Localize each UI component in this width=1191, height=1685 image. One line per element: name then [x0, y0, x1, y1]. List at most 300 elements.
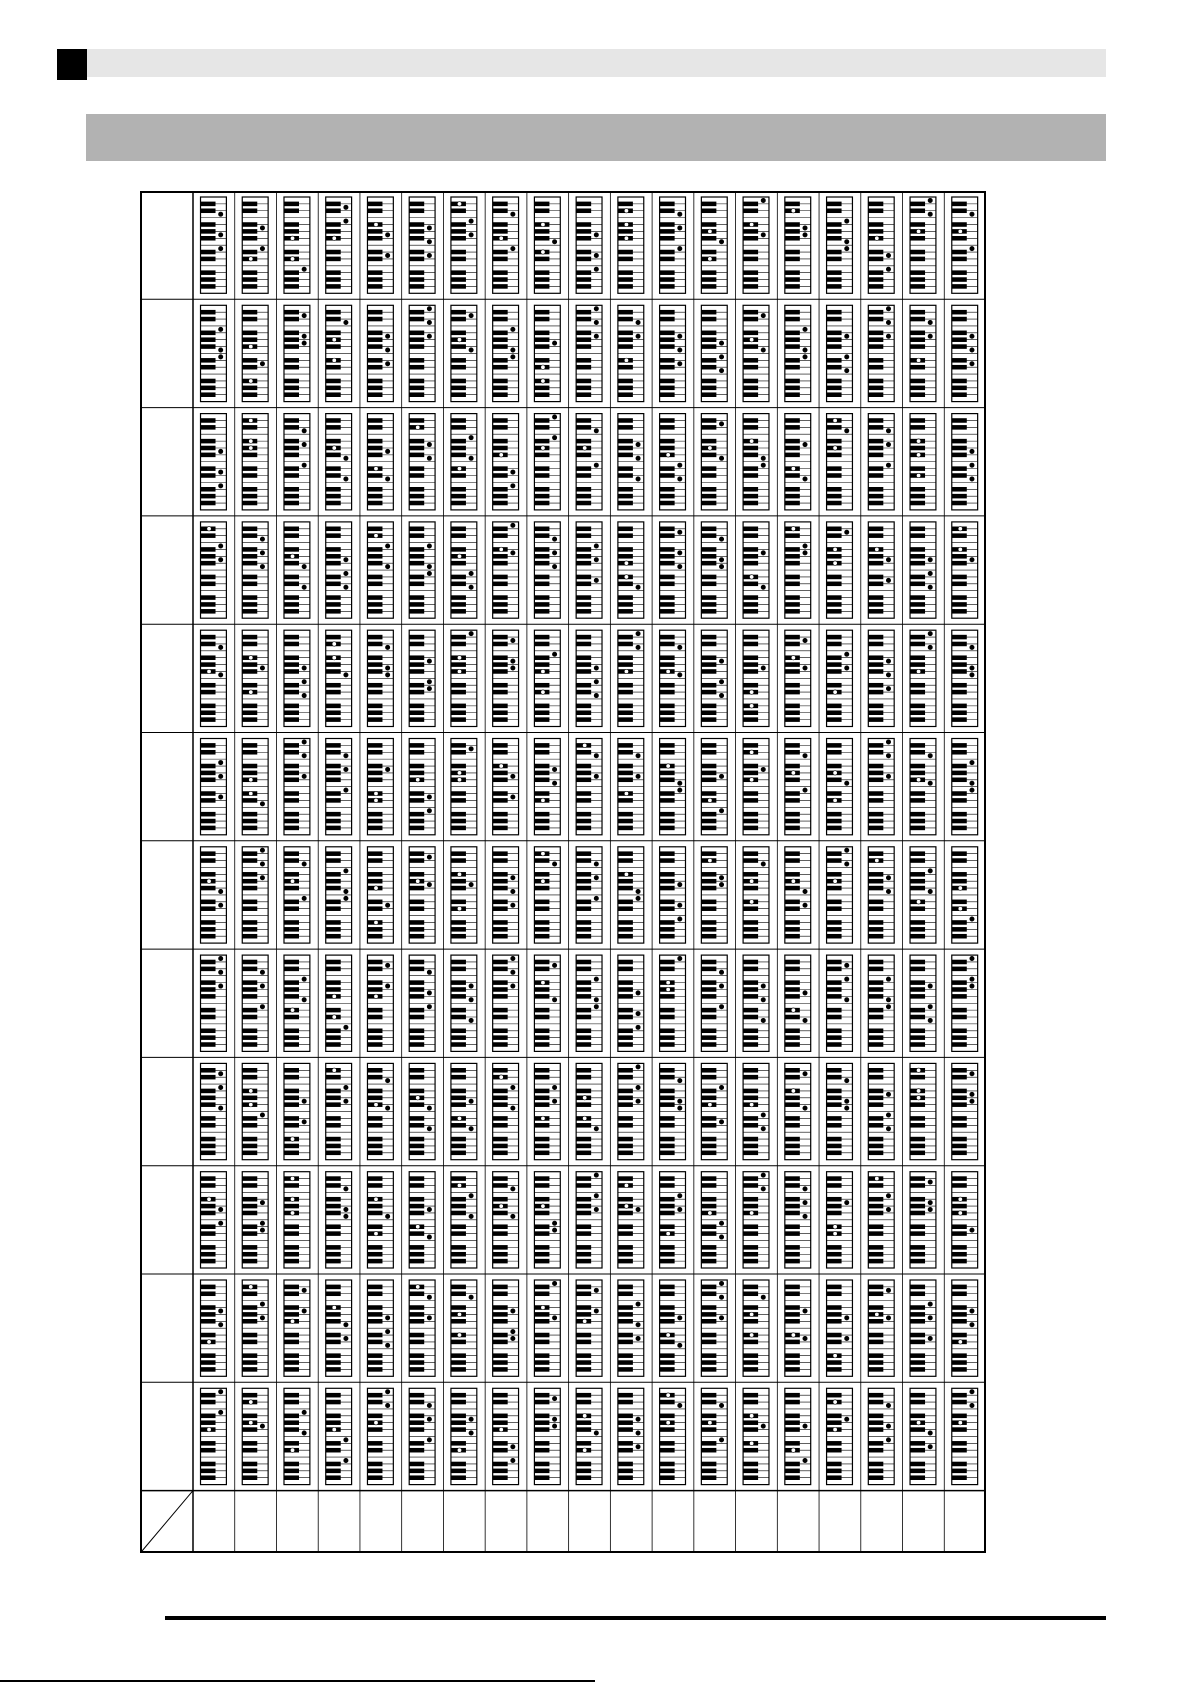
black-key [367, 236, 382, 241]
black-key [618, 602, 633, 607]
black-key [660, 527, 675, 532]
black-key [660, 1075, 675, 1080]
black-key [743, 582, 758, 587]
black-key [952, 1123, 967, 1128]
black-key [618, 1102, 633, 1107]
black-key [952, 710, 967, 715]
black-key [201, 222, 216, 227]
pressed-key-dot [552, 862, 556, 866]
black-key [201, 967, 216, 972]
black-key [660, 1245, 675, 1250]
black-key [201, 900, 216, 905]
pressed-key-dot [302, 267, 306, 271]
pressed-key-dot [886, 320, 890, 324]
black-key [201, 1252, 216, 1257]
black-key [534, 1151, 549, 1156]
black-key [868, 425, 883, 430]
pressed-key-dot [457, 872, 461, 876]
pressed-key-dot [970, 477, 974, 481]
black-key [660, 1137, 675, 1142]
black-key [952, 851, 967, 856]
black-key [451, 994, 466, 999]
pressed-key-dot [624, 222, 628, 226]
black-key [409, 331, 424, 336]
pressed-key-dot [249, 379, 253, 383]
black-key [534, 202, 549, 207]
black-key [785, 683, 800, 688]
pressed-key-dot [636, 585, 640, 589]
black-key [868, 826, 883, 831]
black-key [493, 635, 508, 640]
pressed-key-dot [332, 446, 336, 450]
black-key [409, 582, 424, 587]
pressed-key-dot [385, 1106, 389, 1110]
black-key [326, 662, 341, 667]
black-key [910, 980, 925, 985]
pressed-key-dot [970, 1092, 974, 1096]
black-key [201, 1042, 216, 1047]
black-key [660, 960, 675, 965]
black-key [284, 710, 299, 715]
black-key [868, 494, 883, 499]
black-key [910, 418, 925, 423]
black-key [493, 1068, 508, 1073]
black-key [409, 1089, 424, 1094]
pressed-key-dot [302, 429, 306, 433]
pressed-key-dot [511, 1187, 515, 1191]
pressed-key-dot [624, 358, 628, 362]
black-key [534, 683, 549, 688]
black-key [827, 669, 842, 674]
black-key [326, 1231, 341, 1236]
black-key [493, 1197, 508, 1202]
black-key [952, 257, 967, 262]
black-key [743, 819, 758, 824]
pressed-key-dot [719, 558, 723, 562]
black-key [326, 582, 341, 587]
black-key [367, 379, 382, 384]
pressed-key-dot [845, 998, 849, 1002]
black-key [409, 872, 424, 877]
black-key [618, 466, 633, 471]
pressed-key-dot [594, 876, 598, 880]
black-key [827, 337, 842, 342]
black-key [701, 987, 716, 992]
pressed-key-dot [511, 246, 515, 250]
pressed-key-dot [678, 334, 682, 338]
pressed-key-dot [385, 233, 389, 237]
black-key [952, 704, 967, 709]
pressed-key-dot [302, 313, 306, 317]
black-key [451, 690, 466, 695]
black-key [284, 317, 299, 322]
black-key [660, 1015, 675, 1020]
black-key [701, 561, 716, 566]
black-key [660, 337, 675, 342]
pressed-key-dot [624, 209, 628, 213]
pressed-key-dot [290, 554, 294, 558]
black-key [785, 229, 800, 234]
black-key [952, 778, 967, 783]
black-key [242, 310, 257, 315]
black-key [618, 1224, 633, 1229]
black-key [910, 967, 925, 972]
black-key [367, 487, 382, 492]
pressed-key-dot [499, 547, 503, 551]
black-key [660, 358, 675, 363]
black-key [785, 501, 800, 506]
pressed-key-dot [552, 341, 556, 345]
black-key [451, 1035, 466, 1040]
black-key [493, 575, 508, 580]
black-key [660, 710, 675, 715]
pressed-key-dot [636, 991, 640, 995]
black-key [451, 791, 466, 796]
pressed-key-dot [511, 970, 515, 974]
black-key [868, 1123, 883, 1128]
black-key [326, 987, 341, 992]
black-key [451, 425, 466, 430]
black-key [326, 886, 341, 891]
black-key [618, 337, 633, 342]
black-key [660, 927, 675, 932]
black-key [242, 717, 257, 722]
pressed-key-dot [469, 233, 473, 237]
pressed-key-dot [427, 1127, 431, 1131]
black-key [451, 1151, 466, 1156]
pressed-key-dot [958, 527, 962, 531]
black-key [785, 392, 800, 397]
black-key [451, 602, 466, 607]
pressed-key-dot [803, 753, 807, 757]
black-key [326, 635, 341, 640]
black-key [409, 379, 424, 384]
black-key [910, 466, 925, 471]
black-key [451, 527, 466, 532]
black-key [743, 960, 758, 965]
black-key [367, 771, 382, 776]
black-key [367, 418, 382, 423]
black-key [576, 379, 591, 384]
black-key [284, 642, 299, 647]
black-key [660, 609, 675, 614]
black-key [201, 575, 216, 580]
black-key [326, 1224, 341, 1229]
black-key [367, 669, 382, 674]
black-key [743, 927, 758, 932]
black-key [785, 1116, 800, 1121]
black-key [952, 554, 967, 559]
black-key [409, 494, 424, 499]
black-key [785, 365, 800, 370]
black-key [493, 337, 508, 342]
pressed-key-dot [499, 1075, 503, 1079]
pressed-key-dot [302, 666, 306, 670]
black-key [785, 1102, 800, 1107]
pressed-key-dot [302, 442, 306, 446]
black-key [284, 826, 299, 831]
black-key [367, 934, 382, 939]
black-key [451, 1144, 466, 1149]
black-key [910, 872, 925, 877]
pressed-key-dot [582, 1096, 586, 1100]
black-key [618, 1096, 633, 1101]
black-key [534, 270, 549, 275]
black-key [367, 1028, 382, 1033]
black-key [701, 669, 716, 674]
black-key [576, 270, 591, 275]
pressed-key-dot [457, 554, 461, 558]
black-key [284, 1089, 299, 1094]
black-key [618, 1123, 633, 1128]
pressed-key-dot [678, 246, 682, 250]
black-key [785, 704, 800, 709]
black-key [660, 1252, 675, 1257]
black-key [201, 494, 216, 499]
black-key [701, 609, 716, 614]
pressed-key-dot [708, 798, 712, 802]
black-key [660, 547, 675, 552]
black-key [326, 704, 341, 709]
black-key [660, 750, 675, 755]
pressed-key-dot [552, 1099, 556, 1103]
black-key [743, 277, 758, 282]
black-key [952, 980, 967, 985]
pressed-key-dot [833, 771, 837, 775]
black-key [576, 1252, 591, 1257]
pressed-key-dot [511, 659, 515, 663]
black-key [576, 1102, 591, 1107]
black-key [743, 602, 758, 607]
pressed-key-dot [594, 1004, 598, 1008]
pressed-key-dot [678, 956, 682, 960]
pressed-key-dot [761, 1113, 765, 1117]
black-key [493, 466, 508, 471]
black-key [451, 1089, 466, 1094]
black-key [785, 202, 800, 207]
black-key [242, 642, 257, 647]
pressed-key-dot [678, 564, 682, 568]
black-key [827, 386, 842, 391]
black-key [326, 1183, 341, 1188]
black-key [201, 1144, 216, 1149]
black-key [701, 920, 716, 925]
black-key [409, 900, 424, 905]
black-key [367, 1116, 382, 1121]
pressed-key-dot [845, 862, 849, 866]
black-key [952, 310, 967, 315]
black-key [660, 561, 675, 566]
corner-diagonal [142, 1491, 193, 1551]
black-key [785, 1042, 800, 1047]
black-key [660, 602, 675, 607]
black-key [910, 554, 925, 559]
pressed-key-dot [385, 645, 389, 649]
black-key [242, 277, 257, 282]
pressed-key-dot [302, 740, 306, 744]
pressed-key-dot [511, 1106, 515, 1110]
pressed-key-dot [636, 320, 640, 324]
pressed-key-dot [290, 236, 294, 240]
pressed-key-dot [636, 896, 640, 900]
pressed-key-dot [833, 547, 837, 551]
black-key [910, 337, 925, 342]
black-key [493, 379, 508, 384]
pressed-key-dot [761, 551, 765, 555]
black-key [451, 547, 466, 552]
pressed-key-dot [886, 578, 890, 582]
black-key [367, 743, 382, 748]
pressed-key-dot [427, 991, 431, 995]
black-key [242, 710, 257, 715]
pressed-key-dot [218, 760, 222, 764]
pressed-key-dot [970, 334, 974, 338]
black-key [910, 561, 925, 566]
black-key [201, 554, 216, 559]
black-key [785, 533, 800, 538]
pressed-key-dot [803, 233, 807, 237]
black-key [367, 1008, 382, 1013]
black-key [284, 690, 299, 695]
black-key [409, 980, 424, 985]
pressed-key-dot [886, 977, 890, 981]
black-key [201, 609, 216, 614]
black-key [326, 1252, 341, 1257]
black-key [618, 690, 633, 695]
black-key [409, 690, 424, 695]
black-key [576, 453, 591, 458]
black-key [910, 609, 925, 614]
pressed-key-dot [594, 253, 598, 257]
black-key [827, 704, 842, 709]
black-key [743, 358, 758, 363]
black-key [326, 906, 341, 911]
pressed-key-dot [541, 690, 545, 694]
black-key [242, 284, 257, 289]
black-key [743, 743, 758, 748]
black-key [284, 1231, 299, 1236]
black-key [534, 750, 549, 755]
black-key [660, 494, 675, 499]
black-key [618, 994, 633, 999]
black-key [952, 655, 967, 660]
black-key [409, 1075, 424, 1080]
black-key [493, 710, 508, 715]
pressed-key-dot [845, 652, 849, 656]
black-key [493, 960, 508, 965]
black-key [576, 635, 591, 640]
black-key [493, 1042, 508, 1047]
black-key [743, 906, 758, 911]
pressed-key-dot [218, 470, 222, 474]
black-key [409, 717, 424, 722]
black-key [284, 900, 299, 905]
black-key [576, 812, 591, 817]
pressed-key-dot [260, 970, 264, 974]
pressed-key-dot [582, 743, 586, 747]
black-key [576, 704, 591, 709]
black-key [743, 494, 758, 499]
black-key [284, 425, 299, 430]
black-key [534, 920, 549, 925]
black-key [326, 872, 341, 877]
black-key [910, 960, 925, 965]
black-key [785, 960, 800, 965]
black-key [785, 1075, 800, 1080]
black-key [952, 386, 967, 391]
black-key [952, 900, 967, 905]
pressed-key-dot [552, 781, 556, 785]
black-key [743, 250, 758, 255]
black-key [660, 446, 675, 451]
pressed-key-dot [469, 456, 473, 460]
black-key [743, 635, 758, 640]
black-key [868, 533, 883, 538]
black-key [868, 743, 883, 748]
black-key [284, 812, 299, 817]
pressed-key-dot [970, 558, 974, 562]
black-key [743, 202, 758, 207]
black-key [201, 1102, 216, 1107]
pressed-key-dot [218, 889, 222, 893]
black-key [201, 704, 216, 709]
black-key [618, 582, 633, 587]
black-key [743, 446, 758, 451]
black-key [743, 236, 758, 241]
black-key [201, 595, 216, 600]
black-key [785, 236, 800, 241]
black-key [701, 418, 716, 423]
pressed-key-dot [928, 753, 932, 757]
black-key [952, 609, 967, 614]
pressed-key-dot [385, 963, 389, 967]
black-key [534, 778, 549, 783]
pressed-key-dot [886, 659, 890, 663]
black-key [284, 1068, 299, 1073]
black-key [201, 690, 216, 695]
pressed-key-dot [719, 809, 723, 813]
black-key [910, 344, 925, 349]
black-key [576, 927, 591, 932]
black-key [952, 967, 967, 972]
black-key [534, 337, 549, 342]
pressed-key-dot [624, 561, 628, 565]
black-key [827, 967, 842, 972]
black-key [493, 1123, 508, 1128]
black-key [201, 392, 216, 397]
black-key [868, 379, 883, 384]
black-key [493, 690, 508, 695]
black-key [743, 527, 758, 532]
pressed-key-dot [260, 666, 264, 670]
black-key [701, 662, 716, 667]
black-key [326, 819, 341, 824]
black-key [660, 879, 675, 884]
black-key [242, 900, 257, 905]
black-key [827, 277, 842, 282]
black-key [201, 358, 216, 363]
black-key [534, 900, 549, 905]
black-key [868, 690, 883, 695]
black-key [743, 1068, 758, 1073]
pressed-key-dot [457, 656, 461, 660]
black-key [493, 473, 508, 478]
pressed-key-dot [678, 645, 682, 649]
black-key [743, 967, 758, 972]
black-key [827, 270, 842, 275]
black-key [868, 386, 883, 391]
black-key [618, 717, 633, 722]
